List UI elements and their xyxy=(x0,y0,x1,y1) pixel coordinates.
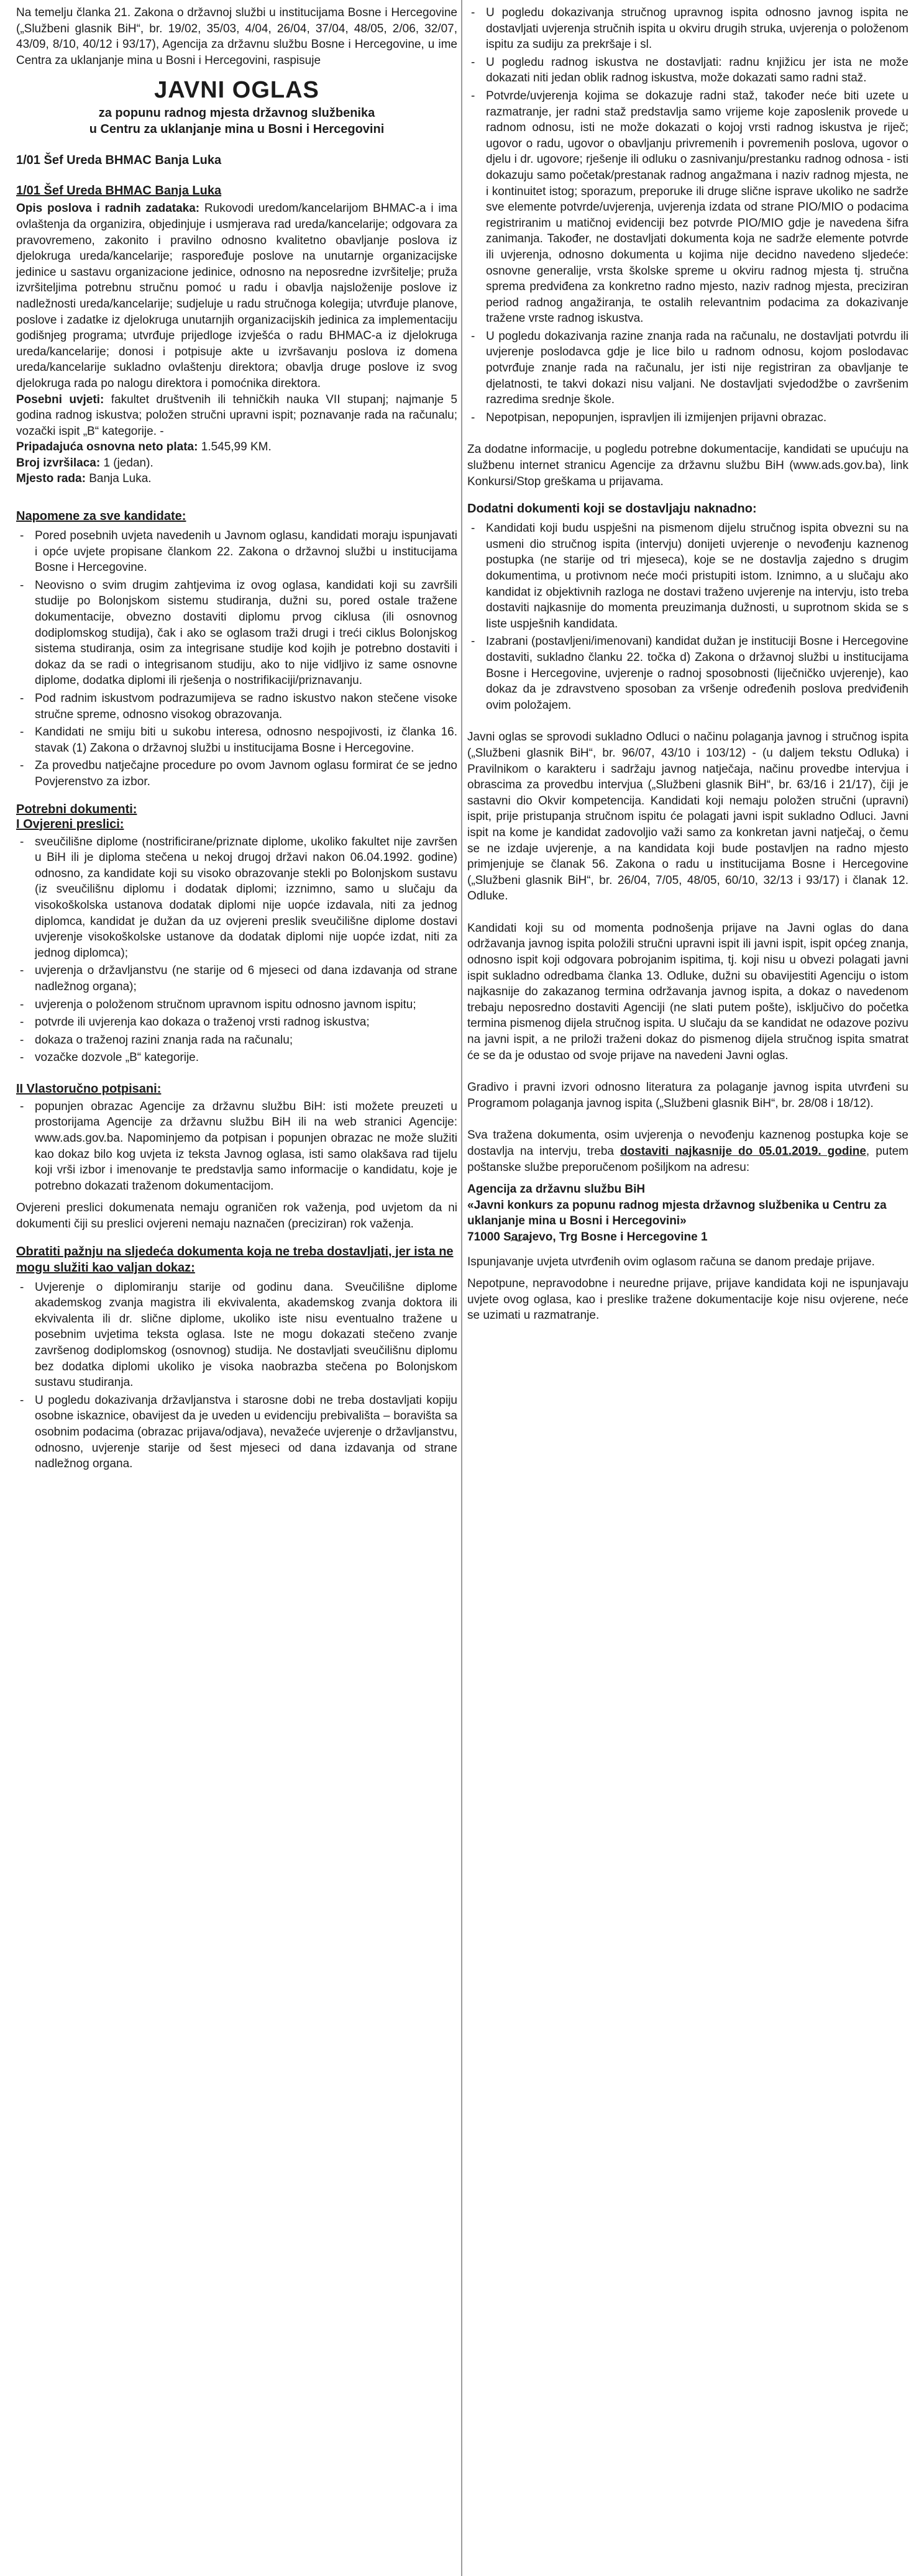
list-item: - U pogledu dokazivanja razine znanja rada na računalu, ne dostavljati potvrdu ili uvjerenje poslodavca gdje je lice bilo u radnom odnosu, kojom poslodavac potvrđuje znanje rada na računalu, jer isti nije registriran za obavljanje te djelatnosti, te takvi dokazi nisu valjani. Ne dostavljati svjedodžbe o završenim razredima srednje škole. xyxy=(467,329,908,408)
work-place-value: Banja Luka. xyxy=(85,472,152,486)
list-item: - dokaza o traženoj razini znanja rada na računalu; xyxy=(16,1032,457,1049)
column-divider xyxy=(461,0,462,2576)
right-column xyxy=(467,0,908,1330)
intro-paragraph: Na temelju članka 21. Zakona o državnoj službi u institucijama Bosne i Hercegovine („Službeni glasnik BiH“, br. 19/02, 35/03, 4/04, 26/04, 37/04, 48/05, 2/06, 32/07, 43/09, 8/10, 40/12 i 93/17), Agencija za državnu službu Bosne i Hercegovine, u ime Centra za uklanjanje mina u Bosni i Hercegovini, raspisuje xyxy=(16,6,457,67)
list-item: - U pogledu dokazivanja državljanstva i starosne dobi ne treba dostavljati kopiju osobne iskaznice, obavijest da je uveden u evidenciju prebivališta – boravišta sa osobnim podacima (obrazac prijava/odjava), nevažeće uvjerenje o državljanstvu, odnosno, uvjerenje starije od šest mjeseci od dana izdavanja od strane nadležnog organa. xyxy=(16,1393,457,1472)
attention-list-left xyxy=(16,1280,457,1472)
additional-info-paragraph: Za dodatne informacije, u pogledu potrebne dokumentacije, kandidati se upućuju na službenu internet stranicu Agencije za državnu službu BiH (www.ads.gov.ba), link Konkursi/Stop greškama u prijavama. xyxy=(467,443,908,488)
position-heading: 1/01 Šef Ureda BHMAC Banja Luka xyxy=(16,153,222,168)
conditions-paragraph: Ispunjavanje uvjeta utvrđenih ovim oglasom računa se danom predaje prijave. xyxy=(467,1255,875,1268)
salary xyxy=(16,439,457,455)
list-item: - Kandidati ne smiju biti u sukobu interesa, odnosno nespojivosti, iz članka 16. stavak (1) Zakona o državnoj službi u institucijama Bosne i Hercegovine. xyxy=(16,724,457,756)
later-documents-heading: Dodatni dokumenti koji se dostavljaju naknadno: xyxy=(467,502,757,516)
list-item: - popunjen obrazac Agencije za državnu službu BiH: isti možete preuzeti u prostorijama Agencije za državnu službu BiH ili na web stranici Agencije: www.ads.gov.ba. Napominjemo da potpisan i popunjen obrazac ne može služiti kao dokaz bilo kog uvjeta iz teksta Javnog oglasa, isti samo olakšava rad tijelu koji vrši izbor i imenovanje te predstavlja samo informacije o kandidatu, koje je potrebno dokazati traženom dokumentacijom. xyxy=(16,1099,457,1195)
job-description xyxy=(16,201,457,391)
list-item: - U pogledu dokazivanja stručnog upravnog ispita odnosno javnog ispita ne dostavljati uvjerenja stručnih ispita u okviru drugih struka, uvjerenja o položenom ispitu za sudiju za prekršaje i sl. xyxy=(467,5,908,53)
address-line-1: Agencija za državnu službu BiH xyxy=(467,1183,646,1196)
special-conditions-label: Posebni uvjeti: xyxy=(16,393,104,406)
left-column xyxy=(16,0,457,1478)
passed-exam-paragraph: Kandidati koji su od momenta podnošenja prijave na Javni oglas do dana održavanja javnog ispita položili stručni upravni ispit ili javni ispit, ispit općeg znanja, odnosno ispit koji odgovara pobrojanim ispitima, tj. koji nisu u obvezi polagati javni ispit sukladno odredbama članka 13. Odluke, dužni su obavijestiti Agenciju o istom najkasnije do zakazanog termina održavanja javnog ispita, a dokaz o navedenom trebaju neposredno dostaviti Agenciji (ne slati putem pošte), isključivo do početka termina pismenog dijela stručnog ispita. U slučaju da se kandidat ne odazove pozivu na javni ispit, a ne priloži traženi dokaz do pismenog dijela stručnog ispita smatrat će se da je odustao od svoje prijave na navedeni Javni oglas. xyxy=(467,921,908,1062)
address-line-3: 71000 Sarajevo, Trg Bosne i Hercegovine 1 xyxy=(467,1230,708,1244)
job-description-text: Rukovodi uredom/kancelarijom BHMAC-a i ima ovlaštenja da organizira, objedinjuje i usmjerava rad ureda/kancelarije; odgovara za pravovremeno, zakonito i pravilno odnosno kvalitetno obavljanje poslova iz djelokruga ureda/kancelarije; raspoređuje poslove na unutarnje organizacijske jedinice u sastavu organizacione jedinice, odnosno na neposredne izvršitelje; pruža izvršiteljima potrebnu stručnu pomoć u radu i obavlja najsloženije poslove iz nadležnosti ureda/kancelarije; sudjeluje u radu stručnoga kolegija; utvrđuje planove, poslove i zadatke iz djelokruga unutarnjih organizacijskih jedinica za implementaciju godišnjeg programa; utvrđuje prijedloge izvješća o radu BHMAC-a iz djelokruga ureda/kancelarije; donosi i potpisuje akte u izvršavanju poslova iz domena ureda/kancelarije sukladno ovlaštenju direktora; obavlja druge poslove iz svog djelokruga rada po nalogu direktora i pomoćnika direktora. xyxy=(16,202,457,390)
work-place xyxy=(16,471,457,487)
list-item: - U pogledu radnog iskustva ne dostavljati: radnu knjižicu jer ista ne može dokazati niti jedan oblik radnog iskustva, može dokazati samo radni staž. xyxy=(467,55,908,86)
exam-paragraph: Javni oglas se sprovodi sukladno Odluci o načinu polaganja javnog i stručnog ispita („Službeni glasnik BiH“, br. 96/07, 43/10 i 103/12) - (u daljem tekstu Odluka) i Pravilnikom o karakteru i sadržaju javnog natječaja, načinu provedbe intervjua i obrascima za provedbu intervjua („Službeni glasnik BiH“, br. 63/16 i 21/17), čiji je sastavni dio Okvir kompetencija. Kandidati koji nemaju položen stručni (upravni) ispit, prije pristupanja stručnom ispitu će polagati javni ispit sukladno Odluci. Javni ispit na kome je kandidat zadovoljio važi samo za konkretan javni natječaj, o čemu se ne izdaje uvjerenje, a na kandidata koji bude postavljen na radno mjesto primjenjuje se članak 56. Zakona o radu u institucijama Bosne i Hercegovine („Službeni glasnik BiH“, br. 26/04, 7/05, 48/05, 60/10, 32/13 i 93/17) i članak 12. Odluke. xyxy=(467,730,908,903)
executor-count-value: 1 (jedan). xyxy=(100,456,153,470)
literature-paragraph: Gradivo i pravni izvori odnosno literatura za polaganje javnog ispita utvrđeni su Programom polaganja javnog ispita („Službeni glasnik BiH“, br. 28/08 i 18/12). xyxy=(467,1081,908,1110)
scan-mark-icon xyxy=(510,1236,531,1245)
attention-heading: Obratiti pažnju na sljedeća dokumenta koja ne treba dostavljati, jer ista ne mogu služiti kao valjan dokaz: xyxy=(16,1244,454,1275)
deadline-date: dostaviti najkasnije do 05.01.2019. godine xyxy=(620,1145,866,1158)
list-item: - Izabrani (postavljeni/imenovani) kandidat dužan je instituciji Bosne i Hercegovine dostaviti, sukladno članku 22. točka d) Zakona o državnoj službi u institucijama Bosne i Hercegovine, uvjerenje o radnoj sposobnosti (liječničko uvjerenje), kao dokaz da je zdravstveno sposoban za vršenje određenih poslova predviđenih ovim položajem. xyxy=(467,634,908,713)
list-item: - potvrde ili uvjerenja kao dokaza o traženoj vrsti radnog iskustva; xyxy=(16,1014,457,1031)
subtitle-line-2: u Centru za uklanjanje mina u Bosni i Hercegovini xyxy=(89,122,385,137)
list-item: - Pored posebnih uvjeta navedenih u Javnom oglasu, kandidati moraju ispunjavati i opće uvjete propisane člankom 22. Zakona o državnoj službi u institucijama Bosne i Hercegovine. xyxy=(16,528,457,576)
executor-count xyxy=(16,455,457,471)
list-item: - vozačke dozvole „B“ kategorije. xyxy=(16,1050,457,1066)
subtitle xyxy=(16,105,457,137)
job-description-label: Opis poslova i radnih zadataka: xyxy=(16,202,200,216)
deadline-paragraph xyxy=(467,1127,908,1175)
special-conditions xyxy=(16,392,457,440)
list-item: - uvjerenja o položenom stručnom upravnom ispitu odnosno javnom ispitu; xyxy=(16,997,457,1013)
list-item: - Pod radnim iskustvom podrazumijeva se radno iskustvo nakon stečene visoke stručne spreme, odnosno visokog obrazovanja. xyxy=(16,691,457,722)
list-item: - uvjerenja o državljanstvu (ne starije od 6 mjeseci od dana izdavanja od strane nadležnog organa); xyxy=(16,963,457,994)
list-item: - sveučilišne diplome (nostrificirane/priznate diplome, ukoliko fakultet nije završen u BiH ili je diploma stečena u nekoj drugoj državi nakon 06.04.1992. godine) odnosno, za kandidate koji su visoko obrazovanje stekli po Bolonjskom sustavu (iz sveučilišnu diplomu i dodatak diplomi; izznimno, samo u slučaju da visokoškolska ustanova dodatak diplomi nije uopće izdavala, niti za jednog diplomca, kandidat je dužan da uz ovjereni preslik sveučilišne diplome dostavi uvjerenje visokoškolske ustanove da dodatak diplomi nije uopće izdat, niti za jednog diplomca); xyxy=(16,834,457,962)
deadline-text-pre: Sva tražena dokumenta, osim uvjerenja o nevođenju kaznenog postupka koje se dostavlja na intervju, treba xyxy=(467,1129,908,1158)
certified-copies-validity: Ovjereni preslici dokumenata nemaju ograničen rok važenja, pod uvjetom da ni dokumenti čiji su preslici ovjereni nemaju naznačen (preciziran) rok važenja. xyxy=(16,1201,457,1231)
list-item: - Za provedbu natječajne procedure po ovom Javnom oglasu formirat će se jedno Povjerenstvo za izbor. xyxy=(16,758,457,790)
certified-copies-list xyxy=(16,834,457,1066)
mailing-address xyxy=(467,1181,908,1245)
list-item: - Nepotpisan, nepopunjen, ispravljen ili izmijenjen prijavni obrazac. xyxy=(467,410,908,426)
list-item: - Kandidati koji budu uspješni na pismenom dijelu stručnog ispita obvezni su na usmeni dio stručnog ispita (intervju) donijeti uvjerenje o nevođenju kaznenog postupka (ne starije od tri mjeseca), koje se ne dostavlja zajedno s drugim dokumentima, u protivnom neće moći pristupiti istom. Iznimno, a u slučaju ako kandidat iz objektivnih razloga ne dostavi traženo uvjerenje na intervju, isto treba dostaviti najkasnije do momenta preuzimanja dužnosti, u suprotnom skida se s liste uspješnih kandidata. xyxy=(467,521,908,632)
salary-label: Pripadajuća osnovna neto plata: xyxy=(16,440,198,454)
page-title: JAVNI OGLAS xyxy=(154,77,319,104)
work-place-label: Mjesto rada: xyxy=(16,472,86,486)
attention-list-right xyxy=(467,5,908,426)
invalid-applications-paragraph: Nepotpune, nepravodobne i neuredne prijave, prijave kandidata koji ne ispunjavaju uvjete ovog oglasa, kao i preslike tražene dokumentacije koje nisu ovjerene, neće se uzimati u razmatranje. xyxy=(467,1277,908,1322)
signed-documents-list xyxy=(16,1099,457,1195)
notes-list xyxy=(16,528,457,790)
position-heading-underlined: 1/01 Šef Ureda BHMAC Banja Luka xyxy=(16,184,222,198)
documents-heading: Potrebni dokumenti: xyxy=(16,802,137,816)
certified-copies-heading: I Ovjereni preslici: xyxy=(16,817,124,831)
later-documents-list xyxy=(467,521,908,713)
signed-documents-heading: II Vlastoručno potpisani: xyxy=(16,1081,162,1096)
list-item: - Potvrde/uvjerenja kojima se dokazuje radni staž, također neće biti uzete u razmatranje, jer radni staž predstavlja samo vrijeme koje zaposlenik provede u radnom odnosu, isti ne može dokazati o kojoj vrsti radnog iskustva je riječ; ugovor o radu, ugovor o obavljanju privremenih i povremenih poslova, ugovor o djelu i dr. ugovore; rješenje ili odluku o zasnivanju/prestanku radnog odnosa - isti dokazuju samo početak/prestanak radnog angažmana i naziv radnog mjesta, ne i kontinuitet istog; sporazum, preporuke ili druge slične isprave ukoliko ne sadrže sve elemente potvrde/uvjerenja, uvjerenja izdata od strane PIO/MIO o podacima registriranim u matičnoj evidenciji bez potvrde PIO/MIO gdje je navedena šifra zanimanja. Također, ne dostavljati dokumenta koja ne sadrže elemente potvrde ili uvjerenja, odnosno dokumenta u kojima nije decidno navedeno sljedeće: osnovne generalije, vrsta školske spreme u okviru radnog mjesta tj. stručna sprema predviđena za konkretno radno mjesto, naziv radnog mjesta, preciziran period radnog angažiranja, te ostalih relevantnim podacima za dokazivanje tražene vrste radnog iskustva. xyxy=(467,88,908,327)
salary-value: 1.545,99 KM. xyxy=(198,440,272,454)
notes-heading: Napomene za sve kandidate: xyxy=(16,509,186,524)
address-line-2: «Javni konkurs za popunu radnog mjesta državnog službenika u Centru za uklanjanje mina u Bosni i Hercegovini» xyxy=(467,1198,887,1228)
deadline-text-post: , putem poštanske službe preporučenom pošiljkom na adresu: xyxy=(467,1145,908,1174)
subtitle-line-1: za popunu radnog mjesta državnog službenika xyxy=(98,106,375,121)
executor-count-label: Broj izvršilaca: xyxy=(16,456,101,470)
special-conditions-text: fakultet društvenih ili tehničkih nauka VII stupanj; najmanje 5 godina radnog iskustva; položen stručni upravni ispit; poznavanje rada na računalu; vozački ispit „B“ kategorije. - xyxy=(16,393,457,438)
list-item: - Neovisno o svim drugim zahtjevima iz ovog oglasa, kandidati koji su završili studije po Bolonjskom sistemu studiranja, dužni su, pored ostale tražene dokumentacije, obvezno dostaviti diplomu prvog ciklusa (ili osnovnog dodiplomskog studija), čak i ako se oglasom traži drugi i treći ciklus Bolonjskog sistema studiranja, osim za integrisane studije kod kojih je potrebno dostaviti i dokaz da se radi o integrisanom studiju, ako to nije vidljivo iz same osnovne diplome, dodatka diplomi ili rješenja o nostrifikaciji/priznavanju. xyxy=(16,578,457,689)
list-item: - Uvjerenje o diplomiranju starije od godinu dana. Sveučilišne diplome akademskog zvanja magistra ili ekvivalenta, akademskog zvanja doktora ili ekvivalenta ili dr. slične diplome, ukoliko iste nisu eventualno tražene u posebnim uvjetima teksta oglasa. Iste ne mogu dokazati stečeno zvanje završenog dodiplomskog (osnovnog) studija. Ne dostavljati sveučilišnu diplomu bez dodatka diplomi ukoliko je visoka naobrazba stečena po Bolonjskom sustavu studiranja. xyxy=(16,1280,457,1391)
